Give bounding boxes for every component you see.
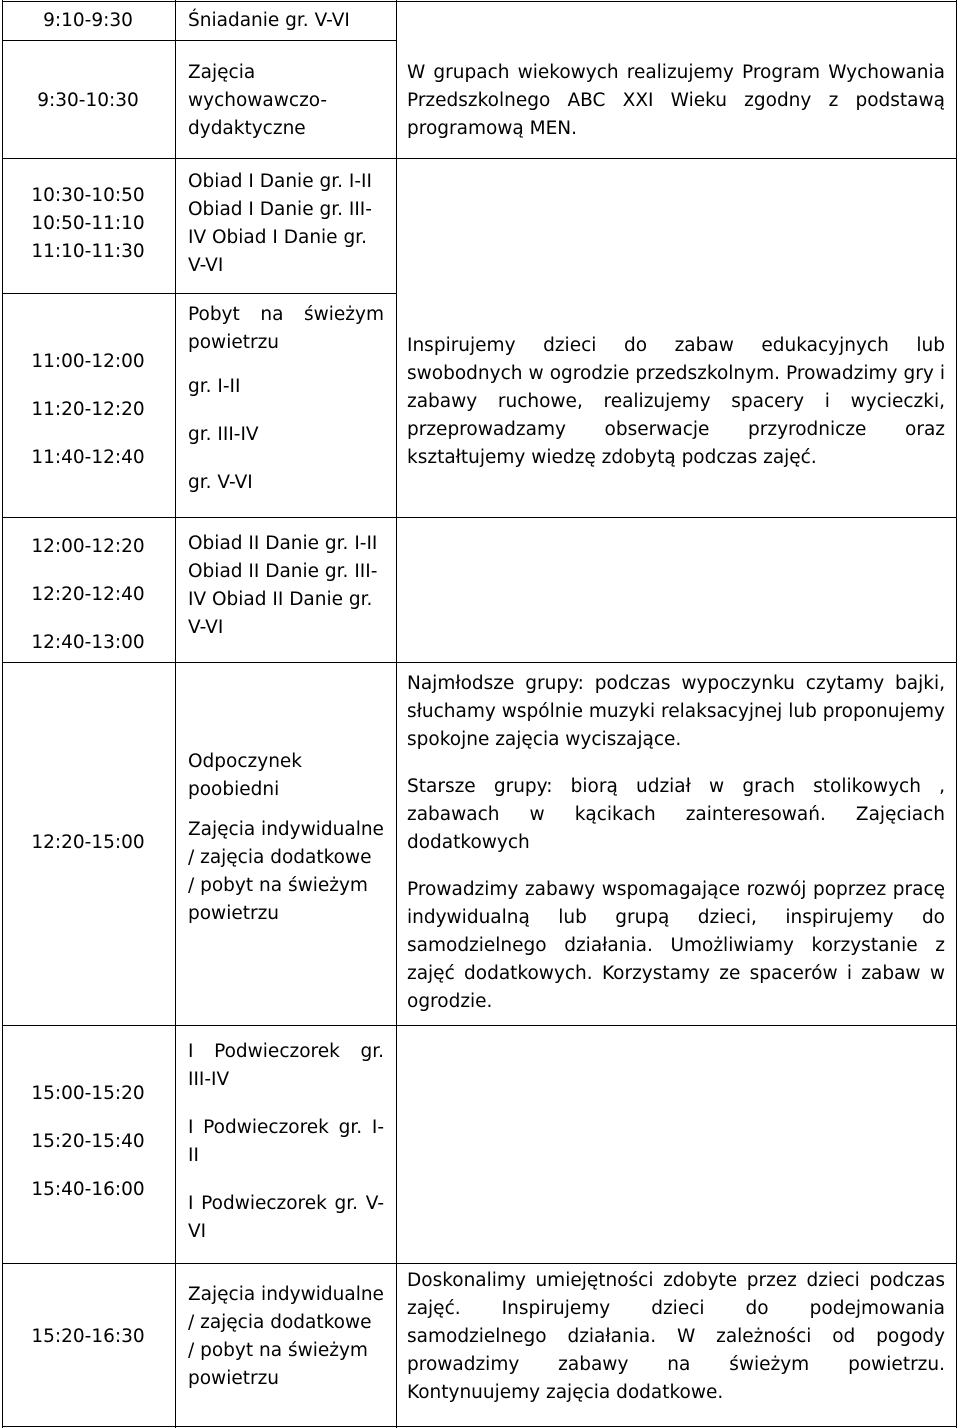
time-slot: 12:00-12:20 <box>31 536 145 557</box>
time-slot: 15:40-16:00 <box>31 1179 145 1200</box>
activity-line: I Podwieczorek gr. V- <box>188 1193 384 1214</box>
activity-line: I Podwieczorek gr. I- <box>188 1117 384 1138</box>
description-cell <box>407 59 945 143</box>
time-slot: 15:20-16:30 <box>31 1326 145 1347</box>
time-cell <box>0 1323 176 1351</box>
activity-line: poobiedni <box>188 779 280 800</box>
activity-line: Odpoczynek <box>188 751 303 772</box>
table-border-top <box>2 1 957 2</box>
description-cell <box>407 670 945 1016</box>
activity-line: / zajęcia dodatkowe <box>188 847 372 868</box>
row-divider <box>2 158 957 159</box>
activity-cell <box>188 530 384 642</box>
time-slot: 9:30-10:30 <box>37 90 139 111</box>
table-border-right <box>956 0 957 1428</box>
activity-line: Obiad II Danie gr. III- <box>188 561 378 582</box>
activity-line: V-VI <box>188 255 224 276</box>
description-cell <box>407 1267 945 1407</box>
row-divider <box>2 517 957 518</box>
activity-cell <box>188 168 384 280</box>
row-divider <box>2 40 397 41</box>
description-paragraph: Najmłodsze grupy: podczas wypoczynku czytamy bajki, słuchamy wspólnie muzyki relaksacyjnej lub proponujemy spokojne zajęcia wyciszające. <box>407 673 945 750</box>
time-cell <box>0 338 176 482</box>
description-paragraph: Starsze grupy: biorą udział w grach stolikowych , zabawach w kącikach zainteresowań. Zajęciach dodatkowych <box>407 776 945 853</box>
activity-line: VI <box>188 1221 207 1242</box>
time-slot: 10:30-10:50 <box>31 185 145 206</box>
activity-line: IV Obiad I Danie gr. <box>188 227 367 248</box>
row-divider <box>2 1025 957 1026</box>
description-paragraph: Prowadzimy zabawy wspomagające rozwój poprzez pracę indywidualną lub grupą dzieci, inspirujemy do samodzielnego działania. Umożliwiamy korzystanie z zajęć dodatkowych. Korzystamy ze spacerów i zabaw w ogrodzie. <box>407 879 945 1012</box>
time-slot: 12:20-12:40 <box>31 584 145 605</box>
row-divider <box>2 1263 957 1264</box>
description-cell <box>407 332 945 472</box>
time-slot: 11:40-12:40 <box>31 447 145 468</box>
activity-line: I Podwieczorek gr. <box>188 1041 384 1062</box>
column-divider-activity <box>396 0 397 1428</box>
time-cell <box>0 182 176 266</box>
activity-line: powietrzu <box>188 332 280 353</box>
time-cell <box>0 87 176 115</box>
activity-line: / zajęcia dodatkowe <box>188 1312 372 1333</box>
description-paragraph: W grupach wiekowych realizujemy Program Wychowania Przedszkolnego ABC XXI Wieku zgodny z podstawą programową MEN. <box>407 62 945 139</box>
activity-line: Zajęcia indywidualne <box>188 1284 384 1305</box>
time-cell <box>0 7 176 35</box>
activity-line: Śniadanie gr. V-VI <box>188 10 350 31</box>
table-border-bottom <box>2 1426 957 1427</box>
activity-line: III-IV <box>188 1069 230 1090</box>
activity-line: Obiad I Danie gr. I-II <box>188 171 372 192</box>
time-cell <box>0 829 176 857</box>
time-slot: 10:50-11:10 <box>31 213 145 234</box>
time-slot: 11:10-11:30 <box>31 241 145 262</box>
activity-cell <box>188 7 384 35</box>
time-slot: 9:10-9:30 <box>43 10 133 31</box>
activity-line: II <box>188 1145 199 1166</box>
activity-line: / pobyt na świeżym <box>188 875 368 896</box>
time-slot: 11:00-12:00 <box>31 351 145 372</box>
time-slot: 15:00-15:20 <box>31 1083 145 1104</box>
activity-line: Zajęcia <box>188 62 256 83</box>
time-slot: 12:20-15:00 <box>31 832 145 853</box>
activity-line: IV Obiad II Danie gr. <box>188 589 373 610</box>
activity-line: gr. V-VI <box>188 472 253 493</box>
activity-cell <box>188 59 384 143</box>
row-divider <box>2 293 397 294</box>
activity-line: Zajęcia indywidualne <box>188 819 384 840</box>
time-cell <box>0 1070 176 1214</box>
activity-line: gr. I-II <box>188 376 241 397</box>
activity-cell <box>188 301 384 497</box>
activity-cell <box>188 748 384 928</box>
activity-line: wychowawczo- <box>188 90 328 111</box>
activity-line: V-VI <box>188 617 224 638</box>
activity-line: powietrzu <box>188 903 280 924</box>
time-cell <box>0 523 176 667</box>
activity-line: powietrzu <box>188 1368 280 1389</box>
time-slot: 11:20-12:20 <box>31 399 145 420</box>
description-paragraph: Doskonalimy umiejętności zdobyte przez dzieci podczas zajęć. Inspirujemy dzieci do podejmowania samodzielnego działania. W zależności od pogody prowadzimy zabawy na świeżym powietrzu. Kontynuujemy zajęcia dodatkowe. <box>407 1270 945 1403</box>
time-slot: 12:40-13:00 <box>31 632 145 653</box>
activity-cell <box>188 1281 384 1393</box>
activity-cell <box>188 1038 384 1246</box>
activity-line: gr. III-IV <box>188 424 259 445</box>
activity-line: Obiad I Danie gr. III- <box>188 199 372 220</box>
description-paragraph: Inspirujemy dzieci do zabaw edukacyjnych lub swobodnych w ogrodzie przedszkolnym. Prowadzimy gry i zabawy ruchowe, realizujemy spacery i wycieczki, przeprowadzamy obserwacje przyrodnicze oraz kształtujemy wiedzę zdobytą podczas zajęć. <box>407 335 945 468</box>
activity-line: Pobyt na świeżym <box>188 304 384 325</box>
activity-line: dydaktyczne <box>188 118 306 139</box>
activity-line: / pobyt na świeżym <box>188 1340 368 1361</box>
time-slot: 15:20-15:40 <box>31 1131 145 1152</box>
activity-line: Obiad II Danie gr. I-II <box>188 533 378 554</box>
